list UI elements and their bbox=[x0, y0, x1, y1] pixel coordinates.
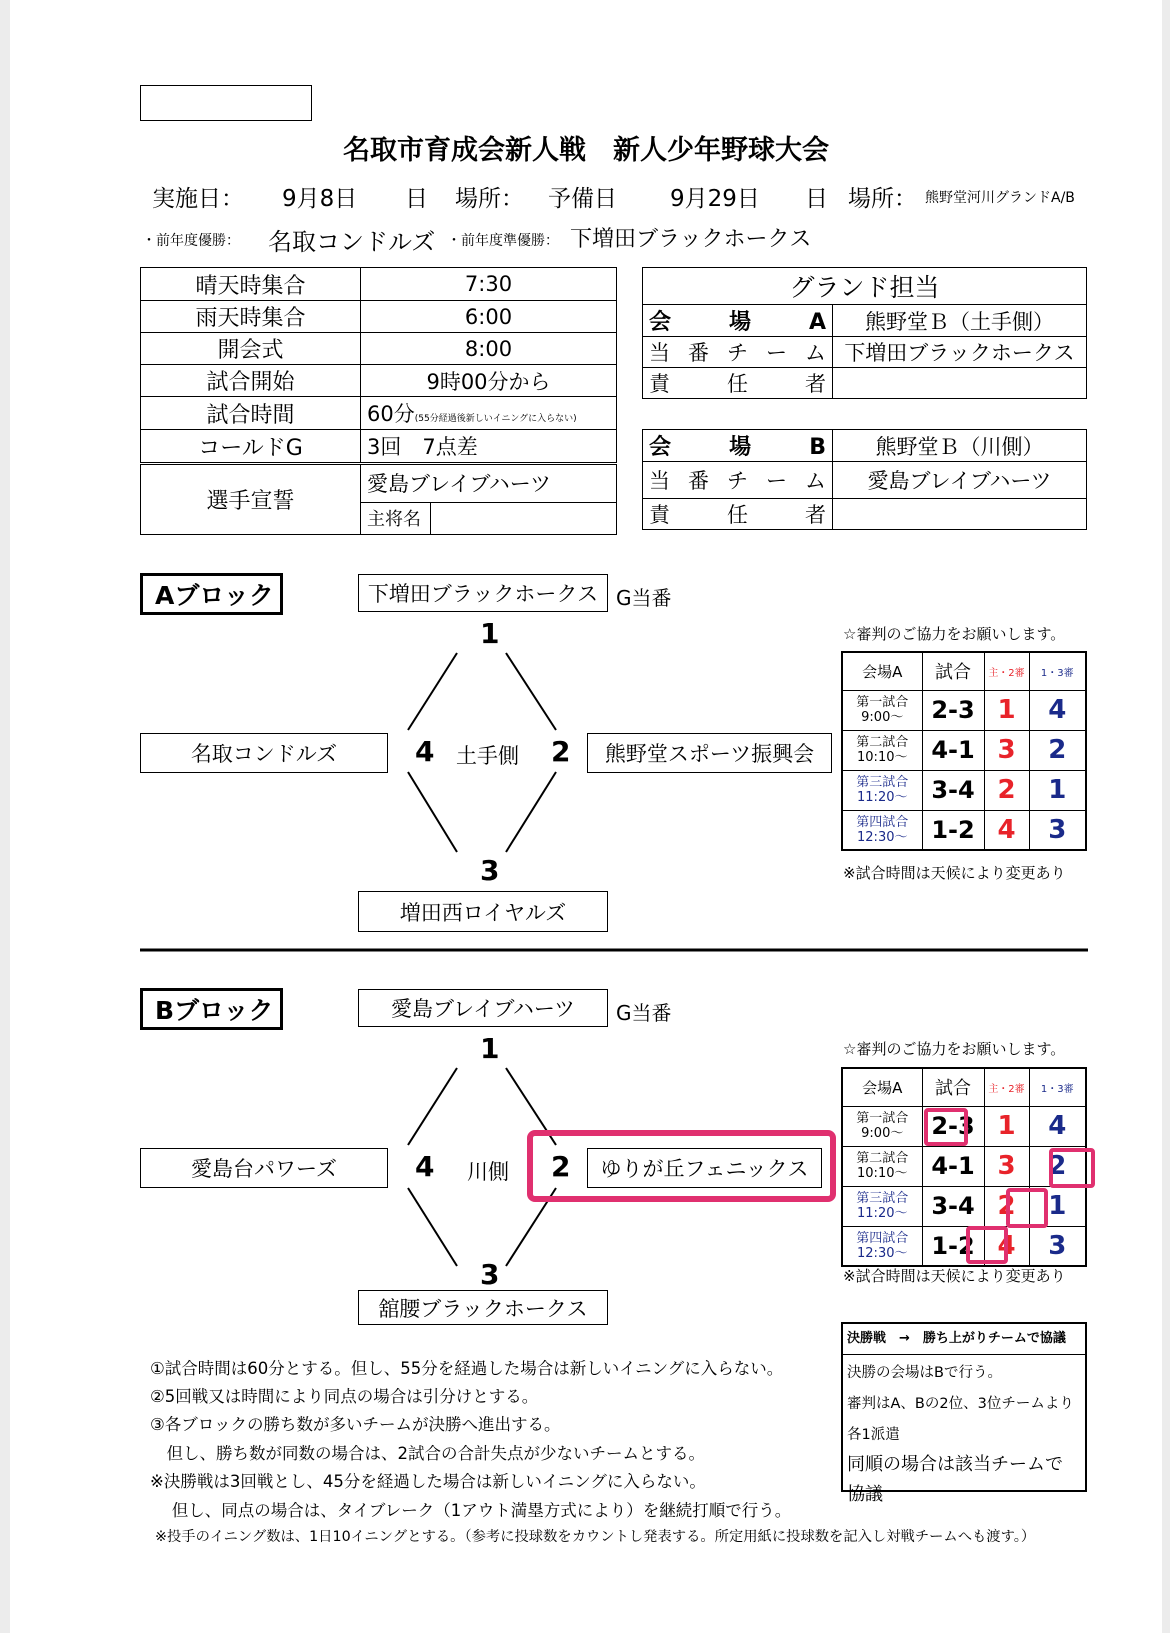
venue-b-value: 熊野堂Ｂ（川側） bbox=[833, 430, 1087, 462]
game-label bbox=[842, 810, 922, 850]
block-b-team2: ゆりが丘フェニックス bbox=[587, 1148, 822, 1188]
row-value: 6:00 bbox=[361, 301, 617, 333]
block-b-n1: 1 bbox=[480, 1032, 500, 1065]
block-a-n2: 2 bbox=[551, 735, 571, 768]
jisshi-label: 実施日： bbox=[152, 186, 244, 212]
diamond-line bbox=[408, 653, 457, 730]
block-a-duty-tag: G当番 bbox=[616, 586, 672, 610]
highlight-score-4 bbox=[966, 1226, 1008, 1264]
document-page bbox=[10, 0, 1162, 1633]
highlight-ump-2 bbox=[1049, 1148, 1095, 1188]
final-header: 決勝戦 → 勝ち上がりチームで協議 bbox=[843, 1324, 1085, 1355]
block-a-n1: 1 bbox=[480, 617, 500, 650]
game-base-ump: 3 bbox=[1029, 1226, 1086, 1266]
resp-b-label: 責任者 bbox=[643, 499, 833, 530]
game-row bbox=[842, 730, 1086, 770]
prev-win-team: 名取コンドルズ bbox=[268, 228, 436, 256]
row-label: 開会式 bbox=[141, 333, 361, 365]
captain-label: 主将名 bbox=[361, 502, 431, 534]
page-title: 名取市育成会新人戦 新人少年野球大会 bbox=[343, 135, 829, 166]
game-row bbox=[842, 1226, 1086, 1266]
block-b-n4: 4 bbox=[415, 1150, 435, 1183]
game-time: 11:20～ bbox=[857, 790, 908, 805]
duty-a-value: 下増田ブラックホークス bbox=[833, 337, 1087, 368]
game-row bbox=[842, 690, 1086, 730]
row-value: 9時00分から bbox=[361, 365, 617, 397]
yobi-date: 9月29日 bbox=[670, 186, 760, 212]
resp-b-value bbox=[833, 499, 1087, 530]
rule-4: 但し、勝ち数が同数の場合は、2試合の合計失点が少ないチームとする。 bbox=[150, 1444, 705, 1463]
duration-note: (55分経過後新しいイニングに入らない) bbox=[414, 414, 577, 424]
game-name: 第三試合 bbox=[856, 775, 909, 790]
venue-name: 熊野堂河川グランドA/B bbox=[925, 190, 1075, 206]
game-base-ump: 1 bbox=[1029, 770, 1086, 810]
block-b-team3: 舘腰ブラックホークス bbox=[358, 1290, 608, 1325]
highlight-ump-3 bbox=[1006, 1188, 1048, 1228]
block-a-ref-note: ☆審判のご協力をお願いします。 bbox=[843, 625, 1066, 643]
yobi-dow: 日 bbox=[805, 186, 828, 212]
game-match: 1-2 bbox=[922, 1226, 984, 1266]
game-base-ump: 2 bbox=[1029, 730, 1086, 770]
game-time: 11:20～ bbox=[857, 1206, 908, 1221]
head-match: 試合 bbox=[922, 652, 984, 690]
game-match: 2-3 bbox=[922, 1106, 984, 1146]
jisshi-dow: 日 bbox=[405, 186, 428, 212]
game-label bbox=[842, 1226, 922, 1266]
row-value: 7:30 bbox=[361, 268, 617, 301]
row-value bbox=[361, 397, 617, 430]
jisshi-date: 9月8日 bbox=[282, 186, 358, 212]
block-a-time-note: ※試合時間は天候により変更あり bbox=[843, 864, 1066, 882]
rule-2: ②5回戦又は時間により同点の場合は引分けとする。 bbox=[150, 1387, 539, 1406]
game-label bbox=[842, 770, 922, 810]
game-time: 12:30～ bbox=[857, 829, 908, 845]
game-label bbox=[842, 690, 922, 730]
block-b-team1: 愛島ブレイブハーツ bbox=[358, 989, 608, 1027]
final-line4: 同順の場合は該当チームで bbox=[847, 1454, 1063, 1475]
resp-a-label: 責任者 bbox=[643, 368, 833, 399]
game-label bbox=[842, 1146, 922, 1186]
game-base-ump: 2 bbox=[1029, 1146, 1086, 1186]
duration-value: 60分 bbox=[367, 402, 415, 426]
diamond-line bbox=[408, 1068, 457, 1145]
row-label: コールドG bbox=[141, 430, 361, 463]
resp-a-value bbox=[833, 368, 1087, 399]
duty-b-label: 当番チーム bbox=[643, 462, 833, 499]
game-name: 第一試合 bbox=[856, 1111, 909, 1126]
duty-a-label: 当番チーム bbox=[643, 337, 833, 368]
block-a-team2: 熊野堂スポーツ振興会 bbox=[587, 733, 832, 773]
diamond-line bbox=[408, 772, 457, 852]
block-a-team1: 下増田ブラックホークス bbox=[358, 574, 608, 612]
row-label: 試合開始 bbox=[141, 365, 361, 397]
block-b-ref-note: ☆審判のご協力をお願いします。 bbox=[843, 1040, 1066, 1058]
game-main-ump: 1 bbox=[984, 690, 1029, 730]
rule-1: ①試合時間は60分とする。但し、55分を経過した場合は新しいイニングに入らない。 bbox=[150, 1359, 784, 1378]
head-venue: 会場A bbox=[842, 652, 922, 690]
rule-3: ③各ブロックの勝ち数が多いチームが決勝へ進出する。 bbox=[150, 1415, 561, 1434]
block-a-schedule bbox=[841, 651, 1087, 851]
duty-b-value: 愛島ブレイブハーツ bbox=[833, 462, 1087, 499]
head-main-ump: 主・2審 bbox=[984, 1068, 1029, 1106]
diamond-line bbox=[408, 1188, 457, 1266]
block-a-label: Aブロック bbox=[140, 573, 283, 615]
block-a-team3: 増田西ロイヤルズ bbox=[358, 891, 608, 932]
basho-label: 場所： bbox=[455, 186, 524, 212]
block-b-label: Bブロック bbox=[140, 988, 283, 1030]
oath-label: 選手宣誓 bbox=[141, 465, 361, 535]
rule-7: ※投手のイニング数は、1日10イニングとする。（参考に投球数をカウントし発表する。所定用紙に投球数を記入し対戦チームへも渡す。） bbox=[155, 1529, 1036, 1545]
final-box bbox=[841, 1322, 1087, 1505]
game-name: 第一試合 bbox=[856, 695, 909, 710]
head-main-ump: 主・2審 bbox=[984, 652, 1029, 690]
game-time: 12:30～ bbox=[857, 1245, 908, 1261]
rule-5: ※決勝戦は3回戦とし、45分を経過した場合は新しいイニングに入らない。 bbox=[150, 1472, 706, 1491]
row-value: 8:00 bbox=[361, 333, 617, 365]
oath-team: 愛島ブレイブハーツ bbox=[361, 465, 617, 503]
block-b-n3: 3 bbox=[480, 1258, 500, 1291]
highlight-team2 bbox=[527, 1130, 836, 1202]
venue-a-label: 会場A bbox=[643, 305, 833, 337]
oath-table bbox=[140, 464, 617, 535]
venue-b-label: 会場B bbox=[643, 430, 833, 462]
prev-runner-team: 下増田ブラックホークス bbox=[570, 227, 812, 252]
game-time: 9:00～ bbox=[861, 710, 904, 725]
ground-table-b bbox=[642, 429, 1087, 530]
game-base-ump: 3 bbox=[1029, 810, 1086, 850]
block-a-n4: 4 bbox=[415, 735, 435, 768]
block-a-side: 土手側 bbox=[456, 744, 519, 768]
game-main-ump: 3 bbox=[984, 1146, 1029, 1186]
diamond-line bbox=[506, 653, 556, 730]
blank-box bbox=[140, 85, 312, 121]
row-label: 晴天時集合 bbox=[141, 268, 361, 301]
game-main-ump: 1 bbox=[984, 1106, 1029, 1146]
captain-name bbox=[431, 502, 617, 534]
game-match: 2-3 bbox=[922, 690, 984, 730]
game-name: 第三試合 bbox=[856, 1191, 909, 1206]
block-a-team4: 名取コンドルズ bbox=[140, 733, 388, 773]
ground-header: グランド担当 bbox=[643, 268, 1087, 305]
game-base-ump: 1 bbox=[1029, 1186, 1086, 1226]
game-label bbox=[842, 1106, 922, 1146]
game-label bbox=[842, 730, 922, 770]
row-label: 雨天時集合 bbox=[141, 301, 361, 333]
final-line3: 各1派遣 bbox=[847, 1427, 900, 1443]
diamond-line bbox=[506, 772, 556, 852]
block-a-n3: 3 bbox=[480, 854, 500, 887]
block-b-side: 川側 bbox=[467, 1160, 509, 1184]
head-base-ump: 1・3審 bbox=[1029, 1068, 1086, 1106]
row-label: 試合時間 bbox=[141, 397, 361, 430]
game-name: 第四試合 bbox=[856, 1230, 909, 1246]
game-row bbox=[842, 810, 1086, 850]
game-label bbox=[842, 1186, 922, 1226]
game-name: 第二試合 bbox=[856, 1151, 909, 1166]
game-match: 4-1 bbox=[922, 1146, 984, 1186]
schedule-table bbox=[140, 267, 617, 463]
block-b-duty-tag: G当番 bbox=[616, 1001, 672, 1025]
venue-a-value: 熊野堂Ｂ（土手側） bbox=[833, 305, 1087, 337]
game-match: 1-2 bbox=[922, 810, 984, 850]
game-time: 9:00～ bbox=[861, 1126, 904, 1141]
final-line1: 決勝の会場はBで行う。 bbox=[847, 1365, 1002, 1381]
game-main-ump: 4 bbox=[984, 1226, 1029, 1266]
final-line5: 協議 bbox=[847, 1484, 883, 1505]
basho-label-2: 場所： bbox=[848, 186, 917, 212]
game-row bbox=[842, 1186, 1086, 1226]
block-b-team4: 愛島台パワーズ bbox=[140, 1148, 388, 1188]
highlight-score-1 bbox=[924, 1108, 968, 1146]
row-value: 3回 7点差 bbox=[361, 430, 617, 463]
rule-6: 但し、同点の場合は、タイブレーク（1アウト満塁方式により）を継続打順で行う。 bbox=[150, 1501, 792, 1520]
game-main-ump: 3 bbox=[984, 730, 1029, 770]
game-name: 第四試合 bbox=[856, 814, 909, 830]
game-name: 第二試合 bbox=[856, 735, 909, 750]
head-match: 試合 bbox=[922, 1068, 984, 1106]
head-base-ump: 1・3審 bbox=[1029, 652, 1086, 690]
game-time: 10:10～ bbox=[857, 750, 908, 765]
yobi-label: 予備日 bbox=[548, 186, 617, 212]
prev-runner-label: ・前年度準優勝： bbox=[447, 233, 559, 249]
game-main-ump: 2 bbox=[984, 770, 1029, 810]
game-base-ump: 4 bbox=[1029, 1106, 1086, 1146]
game-match: 4-1 bbox=[922, 730, 984, 770]
game-main-ump: 2 bbox=[984, 1186, 1029, 1226]
game-row bbox=[842, 770, 1086, 810]
game-time: 10:10～ bbox=[857, 1166, 908, 1181]
game-main-ump: 4 bbox=[984, 810, 1029, 850]
block-b-n2: 2 bbox=[551, 1150, 571, 1183]
game-match: 3-4 bbox=[922, 1186, 984, 1226]
game-match: 3-4 bbox=[922, 770, 984, 810]
final-line2: 審判はA、Bの2位、3位チームより bbox=[847, 1396, 1074, 1412]
head-venue: 会場A bbox=[842, 1068, 922, 1106]
block-b-time-note: ※試合時間は天候により変更あり bbox=[843, 1267, 1066, 1285]
game-base-ump: 4 bbox=[1029, 690, 1086, 730]
prev-win-label: ・前年度優勝： bbox=[142, 233, 240, 249]
ground-table-a bbox=[642, 267, 1087, 399]
